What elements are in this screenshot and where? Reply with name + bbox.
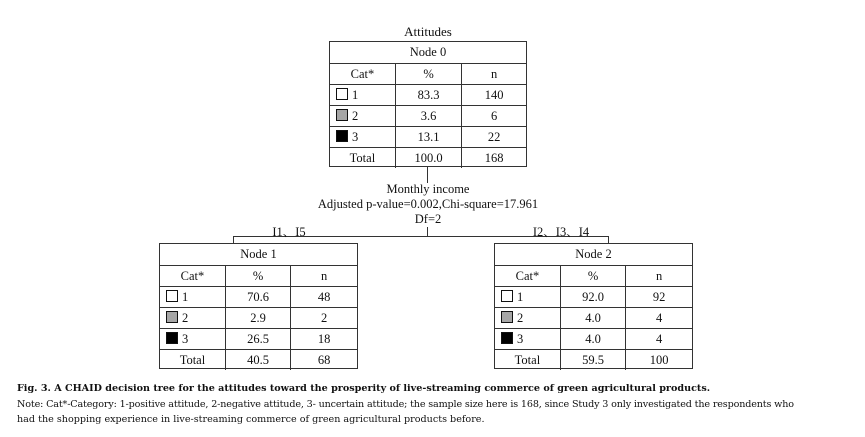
row-cat: 3 [182,331,189,346]
header-cat: Cat* [160,266,225,287]
category-2-swatch [501,311,513,323]
total-row [160,350,357,371]
table-row [160,287,357,308]
header-n: n [462,64,526,85]
total-row [330,148,526,169]
table-row [495,308,692,329]
table-row [330,106,526,127]
node-0-label: Node 0 [330,42,526,64]
split-stats: Adjusted p-value=0.002,Chi-square=17.961 [317,197,539,211]
left-branch-label: I1、I5 [272,225,306,239]
row-n: 2 [291,308,357,329]
row-cat: 1 [352,87,359,102]
table-row [160,329,357,350]
node-1-label: Node 1 [160,244,357,266]
category-2-swatch [166,311,178,323]
total-pct: 100.0 [395,148,461,169]
row-n: 6 [462,106,526,127]
total-pct: 59.5 [560,350,625,371]
row-pct: 2.9 [225,308,290,329]
total-label: Total [514,352,541,367]
total-n: 168 [462,148,526,169]
node-0-table [330,64,526,168]
row-cat: 3 [352,129,359,144]
row-pct: 26.5 [225,329,290,350]
table-row [330,127,526,148]
row-cat: 3 [517,331,524,346]
table-row [495,287,692,308]
row-cat: 2 [352,108,359,123]
row-pct: 83.3 [395,85,461,106]
node-1 [159,243,358,369]
row-cat: 1 [517,289,524,304]
node-1-table [160,266,357,370]
figure-caption: Fig. 3. A CHAID decision tree for the attitudes toward the prosperity of live-streaming commerce of green agricultural products. [17,383,711,394]
row-n: 140 [462,85,526,106]
row-pct: 3.6 [395,106,461,127]
category-2-swatch [336,109,348,121]
node-0 [329,41,527,167]
category-1-swatch [501,290,513,302]
figure-note: Note: Cat*-Category: 1-positive attitude, 2-negative attitude, 3- uncertain attitude; the sample size here is 168, since Study 3 only investigated the respondents who [17,399,794,410]
total-label: Total [349,150,376,165]
table-row [160,308,357,329]
header-pct: % [395,64,461,85]
figure-note-continued: had the shopping experience in live-streaming commerce of green agricultural products before. [17,414,485,425]
row-n: 92 [626,287,692,308]
category-3-swatch [166,332,178,344]
row-pct: 13.1 [395,127,461,148]
total-label: Total [179,352,206,367]
total-n: 100 [626,350,692,371]
right-branch-label: I2、I3、I4 [532,225,590,239]
table-row [495,329,692,350]
row-pct: 4.0 [560,308,625,329]
split-df: Df=2 [414,212,442,226]
row-pct: 4.0 [560,329,625,350]
row-n: 22 [462,127,526,148]
category-1-swatch [336,88,348,100]
connector-left-down [233,236,234,243]
connector-root-down [427,167,428,183]
node-2-table [495,266,692,370]
row-n: 18 [291,329,357,350]
row-pct: 70.6 [225,287,290,308]
node-2-label: Node 2 [495,244,692,266]
table-row [330,85,526,106]
row-cat: 2 [517,310,524,325]
header-pct: % [225,266,290,287]
node-2 [494,243,693,369]
category-1-swatch [166,290,178,302]
category-3-swatch [501,332,513,344]
category-3-swatch [336,130,348,142]
total-row [495,350,692,371]
row-cat: 2 [182,310,189,325]
header-n: n [291,266,357,287]
connector-split-down [427,227,428,236]
header-cat: Cat* [330,64,395,85]
connector-right-down [608,236,609,243]
row-pct: 92.0 [560,287,625,308]
row-n: 4 [626,308,692,329]
row-n: 48 [291,287,357,308]
row-n: 4 [626,329,692,350]
total-n: 68 [291,350,357,371]
tree-title: Attitudes [404,24,452,39]
row-cat: 1 [182,289,189,304]
header-n: n [626,266,692,287]
split-variable: Monthly income [386,182,470,196]
header-cat: Cat* [495,266,560,287]
header-pct: % [560,266,625,287]
total-pct: 40.5 [225,350,290,371]
